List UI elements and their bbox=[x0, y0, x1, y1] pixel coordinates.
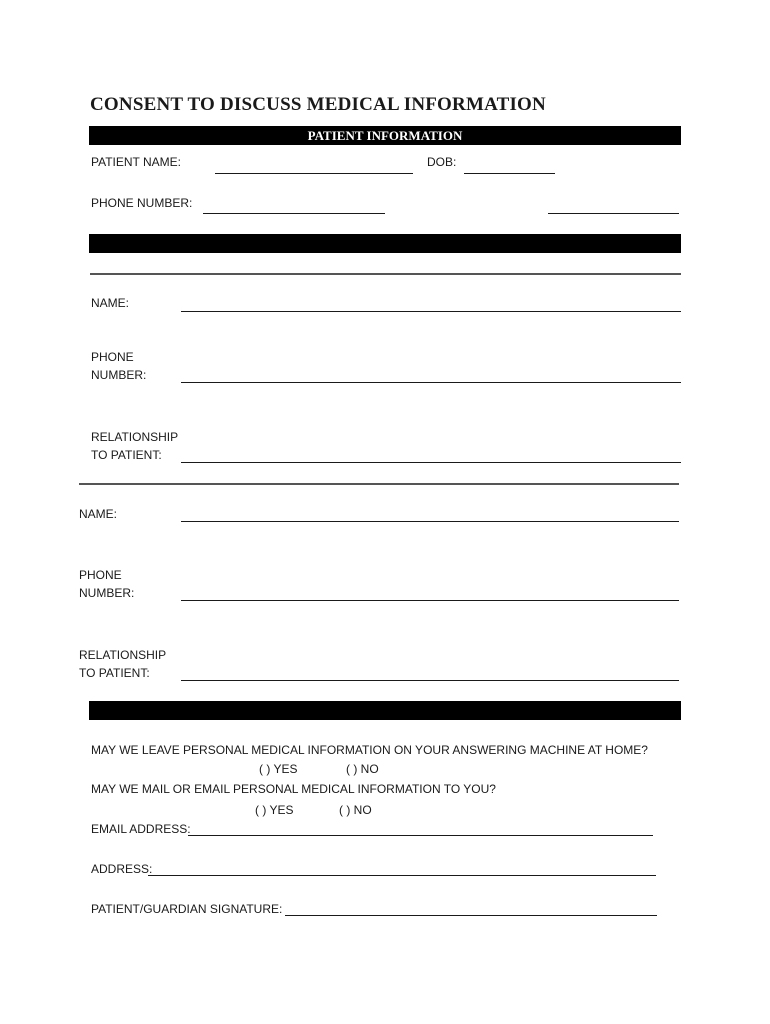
contact-1-relationship-label-line2: TO PATIENT: bbox=[91, 448, 162, 462]
dob-label: DOB: bbox=[427, 155, 457, 169]
signature-label: PATIENT/GUARDIAN SIGNATURE: bbox=[91, 902, 283, 916]
answering-machine-no-option[interactable]: ( ) NO bbox=[346, 762, 379, 776]
mail-email-no-option[interactable]: ( ) NO bbox=[339, 803, 372, 817]
contact-1-phone-label bbox=[91, 348, 146, 384]
contact-2-relationship-field[interactable] bbox=[181, 680, 679, 681]
contact-1-name-label: NAME: bbox=[91, 296, 130, 310]
contact-2-phone-label-line1: PHONE bbox=[79, 568, 122, 582]
phone-number-field[interactable] bbox=[203, 213, 385, 214]
contact-1-relationship-field[interactable] bbox=[181, 462, 681, 463]
contact-1-phone-label-line2: NUMBER: bbox=[91, 368, 147, 382]
contact-2-phone-field[interactable] bbox=[181, 600, 679, 601]
permissions-header-bar bbox=[89, 701, 681, 720]
mail-email-yes-option[interactable]: ( ) YES bbox=[255, 803, 294, 817]
contact-2-relationship-label-line1: RELATIONSHIP bbox=[79, 648, 167, 662]
patient-info-header bbox=[89, 126, 681, 145]
contact-2-phone-label bbox=[79, 566, 134, 602]
email-address-label: EMAIL ADDRESS: bbox=[91, 822, 191, 836]
dob-field[interactable] bbox=[464, 173, 555, 174]
contact-1-name-field[interactable] bbox=[181, 311, 681, 312]
phone-number-label: PHONE NUMBER: bbox=[91, 196, 193, 210]
mail-email-question: MAY WE MAIL OR EMAIL PERSONAL MEDICAL INFORMATION TO YOU? bbox=[91, 782, 496, 796]
patient-info-header-label: PATIENT INFORMATION bbox=[307, 128, 463, 143]
contact-1-phone-label-line1: PHONE bbox=[91, 350, 134, 364]
signature-field[interactable] bbox=[285, 915, 657, 916]
phone-number-extra-field[interactable] bbox=[548, 213, 679, 214]
contact-1-relationship-label-line1: RELATIONSHIP bbox=[91, 430, 179, 444]
contact-1-phone-field[interactable] bbox=[181, 382, 681, 383]
contact-2-name-label: NAME: bbox=[79, 507, 118, 521]
form-title: CONSENT TO DISCUSS MEDICAL INFORMATION bbox=[90, 94, 546, 115]
contact-1-relationship-label bbox=[91, 428, 178, 464]
patient-name-field[interactable] bbox=[215, 173, 413, 174]
contacts-header-bar bbox=[89, 234, 681, 253]
contact-2-relationship-label bbox=[79, 646, 166, 682]
contact-2-phone-label-line2: NUMBER: bbox=[79, 586, 135, 600]
email-address-field[interactable] bbox=[188, 835, 653, 836]
contact-2-name-field[interactable] bbox=[181, 521, 679, 522]
answering-machine-question: MAY WE LEAVE PERSONAL MEDICAL INFORMATION ON YOUR ANSWERING MACHINE AT HOME? bbox=[91, 743, 648, 757]
contact-1-divider bbox=[90, 273, 681, 275]
address-field[interactable] bbox=[148, 875, 656, 876]
contact-2-divider bbox=[79, 483, 679, 485]
patient-name-label: PATIENT NAME: bbox=[91, 155, 182, 169]
address-label: ADDRESS: bbox=[91, 862, 153, 876]
contact-2-relationship-label-line2: TO PATIENT: bbox=[79, 666, 150, 680]
answering-machine-yes-option[interactable]: ( ) YES bbox=[259, 762, 298, 776]
